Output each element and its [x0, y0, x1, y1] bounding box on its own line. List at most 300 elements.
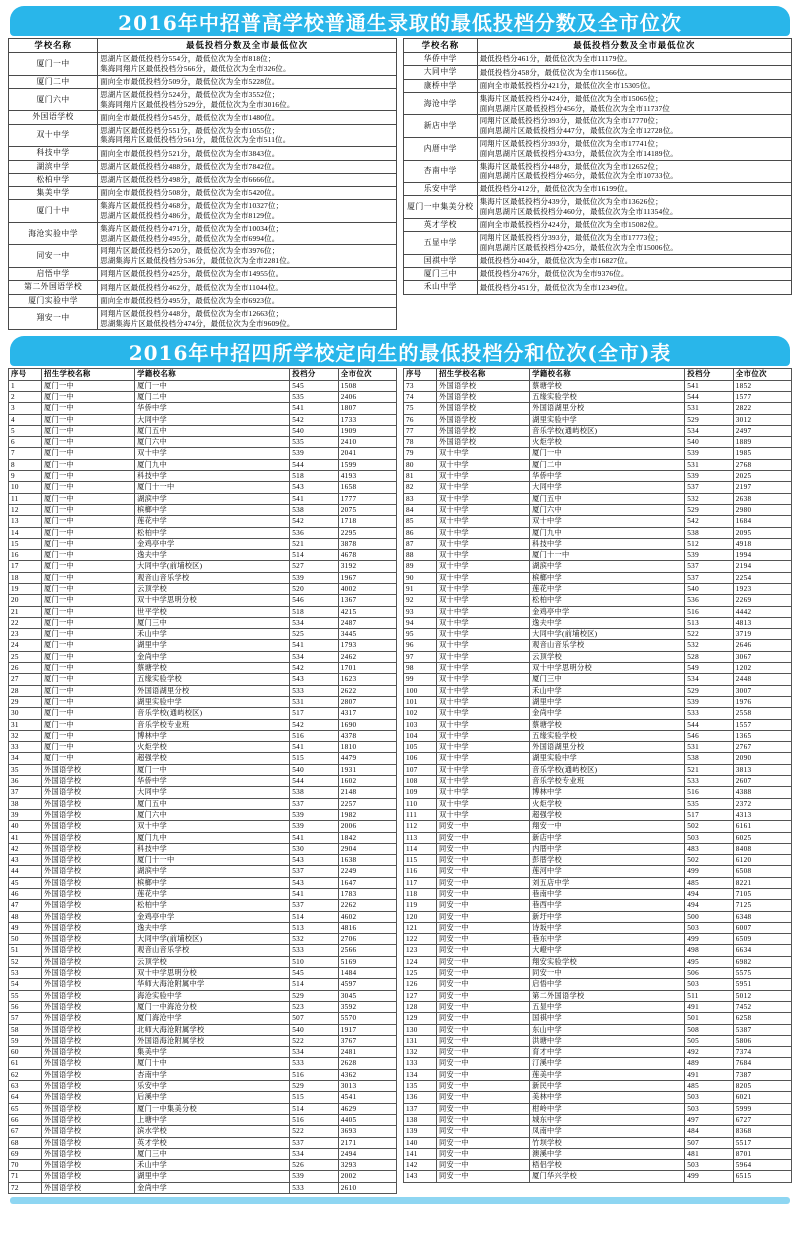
row-index-cell: 77: [404, 425, 437, 436]
table-row: [9, 1013, 397, 1024]
admission-score-cell: 542: [685, 516, 734, 527]
table-row: [9, 1148, 397, 1159]
registered-school-cell: 翔安实验学校: [530, 956, 685, 967]
table-row: [9, 124, 397, 147]
table-row: [9, 640, 397, 651]
table-row: [9, 787, 397, 798]
enrolling-school-cell: 双十中学: [436, 640, 529, 651]
admission-score-cell: 541: [290, 742, 339, 753]
city-rank-cell: 5964: [733, 1160, 791, 1171]
city-rank-cell: 1658: [338, 482, 396, 493]
enrolling-school-cell: 厦门一中: [41, 719, 134, 730]
row-index-cell: 74: [404, 391, 437, 402]
table-row: [404, 877, 792, 888]
row-index-cell: 85: [404, 516, 437, 527]
enrolling-school-cell: 厦门一中: [41, 414, 134, 425]
admission-score-cell: 521: [685, 764, 734, 775]
school-name-cell: 新店中学: [404, 115, 478, 138]
table-row: [404, 425, 792, 436]
table-row: [9, 448, 397, 459]
table-row: [9, 403, 397, 414]
row-index-cell: 28: [9, 685, 42, 696]
row-index-cell: 100: [404, 685, 437, 696]
score-detail-line: 面向思湖片区最低投档分447分，最低位次为全市12728位。: [479, 126, 678, 136]
row-index-cell: 114: [404, 843, 437, 854]
admission-score-cell: 541: [290, 832, 339, 843]
row-index-cell: 80: [404, 459, 437, 470]
row-index-cell: 52: [9, 956, 42, 967]
registered-school-cell: 湖滨中学: [135, 866, 290, 877]
table-row: [9, 934, 397, 945]
row-index-cell: 64: [9, 1092, 42, 1103]
registered-school-cell: 莲河中学: [530, 866, 685, 877]
admission-score-cell: 544: [290, 776, 339, 787]
registered-school-cell: 湖里实验中学: [530, 753, 685, 764]
admission-score-cell: 502: [685, 855, 734, 866]
city-rank-cell: 1647: [338, 877, 396, 888]
enrolling-school-cell: 双十中学: [436, 685, 529, 696]
admission-score-cell: 507: [685, 1137, 734, 1148]
city-rank-cell: 5951: [733, 979, 791, 990]
row-index-cell: 118: [404, 889, 437, 900]
admission-score-cell: 526: [290, 1160, 339, 1171]
row-index-cell: 131: [404, 1035, 437, 1046]
registered-school-cell: 东山中学: [530, 1024, 685, 1035]
city-rank-cell: 1508: [338, 380, 396, 391]
school-name-cell: 厦门实验中学: [9, 294, 98, 307]
table-row: [404, 990, 792, 1001]
table-row: [404, 403, 792, 414]
registered-school-cell: 五缘实验学校: [530, 391, 685, 402]
table-row: [404, 1001, 792, 1012]
row-index-cell: 39: [9, 809, 42, 820]
city-rank-cell: 7125: [733, 900, 791, 911]
city-rank-cell: 6258: [733, 1013, 791, 1024]
enrolling-school-cell: 厦门一中: [41, 437, 134, 448]
city-rank-cell: 3813: [733, 764, 791, 775]
enrolling-school-cell: 外国语学校: [41, 1126, 134, 1137]
city-rank-cell: 2257: [338, 798, 396, 809]
enrolling-school-cell: 外国语学校: [41, 764, 134, 775]
row-index-cell: 68: [9, 1137, 42, 1148]
registered-school-cell: 观音山音乐学校: [135, 572, 290, 583]
row-index-cell: 135: [404, 1081, 437, 1092]
registered-school-cell: 美林中学: [530, 1092, 685, 1103]
admission-score-cell: 499: [685, 934, 734, 945]
registered-school-cell: 松柏中学: [135, 527, 290, 538]
city-rank-cell: 2372: [733, 798, 791, 809]
row-index-cell: 40: [9, 821, 42, 832]
table-row: [9, 294, 397, 307]
registered-school-cell: 厦门二中: [135, 391, 290, 402]
admission-score-cell: 534: [685, 425, 734, 436]
table-row: [9, 471, 397, 482]
row-index-cell: 57: [9, 1013, 42, 1024]
table-row: [9, 753, 397, 764]
table-row: [9, 877, 397, 888]
table-row: [404, 414, 792, 425]
row-index-cell: 111: [404, 809, 437, 820]
registered-school-cell: 金尚中学: [135, 651, 290, 662]
registered-school-cell: 彭厝学校: [530, 855, 685, 866]
row-index-cell: 140: [404, 1137, 437, 1148]
row-index-cell: 134: [404, 1069, 437, 1080]
city-rank-cell: 3693: [338, 1126, 396, 1137]
registered-school-cell: 厦门九中: [135, 832, 290, 843]
row-index-cell: 32: [9, 730, 42, 741]
registered-school-cell: 火炬学校: [530, 798, 685, 809]
admission-score-cell: 485: [685, 1081, 734, 1092]
enrolling-school-cell: 厦门一中: [41, 482, 134, 493]
score-detail-line: 面向思湖片区最低投档分465分，最低位次为全市10733位。: [479, 171, 678, 181]
score-detail-line: 最低投档分476分，最低位次为全市9376位。: [479, 269, 629, 279]
section2-right-column: [403, 368, 792, 1194]
city-rank-cell: 2095: [733, 527, 791, 538]
score-detail-cell: [98, 160, 397, 173]
enrolling-school-cell: 同安一中: [436, 1114, 529, 1125]
registered-school-cell: 金尚中学: [530, 708, 685, 719]
section1-left-column: [8, 38, 397, 330]
registered-school-cell: 观音山音乐学校: [135, 945, 290, 956]
score-detail-cell: [98, 281, 397, 294]
row-index-cell: 36: [9, 776, 42, 787]
row-index-cell: 56: [9, 1001, 42, 1012]
table-row: [404, 832, 792, 843]
city-rank-cell: 2254: [733, 572, 791, 583]
admission-score-cell: 523: [290, 1001, 339, 1012]
enrolling-school-cell: 同安一中: [436, 832, 529, 843]
table-row: [9, 1137, 397, 1148]
city-rank-cell: 5999: [733, 1103, 791, 1114]
admission-score-cell: 535: [290, 391, 339, 402]
score-detail-cell: [98, 111, 397, 124]
registered-school-cell: 北师大海沧附属学校: [135, 1024, 290, 1035]
row-index-cell: 37: [9, 787, 42, 798]
row-index-cell: 104: [404, 730, 437, 741]
enrolling-school-cell: 外国语学校: [41, 945, 134, 956]
enrolling-school-cell: 厦门一中: [41, 561, 134, 572]
registered-school-cell: 厦门五中: [135, 425, 290, 436]
section2-left-column: [8, 368, 397, 1194]
enrolling-school-cell: 同安一中: [436, 1171, 529, 1182]
row-index-cell: 59: [9, 1035, 42, 1046]
row-index-cell: 53: [9, 968, 42, 979]
admission-score-cell: 518: [290, 471, 339, 482]
score-detail-line: 最低投档分458分，最低位次为全市11566位。: [479, 67, 633, 77]
row-index-cell: 129: [404, 1013, 437, 1024]
school-name-cell: 内厝中学: [404, 138, 478, 161]
table-row: [404, 1171, 792, 1182]
enrolling-school-cell: 厦门一中: [41, 527, 134, 538]
school-name-cell: 海沧实验中学: [9, 222, 98, 245]
admission-score-cell: 537: [290, 900, 339, 911]
table-row: [9, 674, 397, 685]
city-rank-cell: 4362: [338, 1069, 396, 1080]
registered-school-cell: 超强学校: [135, 753, 290, 764]
enrolling-school-cell: 外国语学校: [41, 922, 134, 933]
table-row: [9, 1058, 397, 1069]
table-row: [404, 1069, 792, 1080]
enrolling-school-cell: 厦门一中: [41, 730, 134, 741]
registered-school-cell: 金鸡亭中学: [530, 606, 685, 617]
admission-score-cell: 543: [290, 855, 339, 866]
row-index-cell: 105: [404, 742, 437, 753]
city-rank-cell: 1718: [338, 516, 396, 527]
enrolling-school-cell: 外国语学校: [41, 911, 134, 922]
admission-score-cell: 542: [290, 663, 339, 674]
registered-school-cell: 世平学校: [135, 606, 290, 617]
admission-score-cell: 534: [290, 1148, 339, 1159]
score-detail-cell: [98, 245, 397, 268]
city-rank-cell: 2406: [338, 391, 396, 402]
registered-school-cell: 蔡塘学校: [135, 663, 290, 674]
score-detail-cell: [98, 222, 397, 245]
row-index-cell: 109: [404, 787, 437, 798]
city-rank-cell: 4002: [338, 583, 396, 594]
directed-enrollment-table-right: [403, 368, 792, 1182]
city-rank-cell: 8408: [733, 843, 791, 854]
school-name-cell: 厦门一中: [9, 53, 98, 76]
city-rank-cell: 2481: [338, 1047, 396, 1058]
table-row: [404, 1024, 792, 1035]
enrolling-school-cell: 厦门一中: [41, 696, 134, 707]
row-index-cell: 14: [9, 527, 42, 538]
enrolling-school-cell: 外国语学校: [436, 380, 529, 391]
enrolling-school-cell: 厦门一中: [41, 708, 134, 719]
row-index-cell: 4: [9, 414, 42, 425]
table-row: [9, 855, 397, 866]
admission-score-cell: 537: [290, 866, 339, 877]
city-rank-cell: 2622: [338, 685, 396, 696]
table-row: [404, 504, 792, 515]
enrolling-school-cell: 双十中学: [436, 730, 529, 741]
row-index-cell: 115: [404, 855, 437, 866]
admission-score-cell: 546: [290, 595, 339, 606]
table-header-row: [9, 39, 397, 53]
enrolling-school-cell: 同安一中: [436, 1047, 529, 1058]
registered-school-cell: 大同中学(前埔校区): [530, 629, 685, 640]
admission-score-cell: 534: [685, 674, 734, 685]
registered-school-cell: 英才学校: [135, 1137, 290, 1148]
table-row: [404, 79, 792, 92]
registered-school-cell: 大同中学: [135, 787, 290, 798]
score-detail-line: 最低投档分461分，最低位次为全市11179位。: [479, 54, 632, 64]
city-rank-cell: 1684: [733, 516, 791, 527]
enrolling-school-cell: 外国语学校: [41, 956, 134, 967]
row-index-cell: 141: [404, 1148, 437, 1159]
enrolling-school-cell: 双十中学: [436, 719, 529, 730]
table-row: [404, 1058, 792, 1069]
registered-school-cell: 莲花中学: [135, 516, 290, 527]
city-rank-cell: 3878: [338, 538, 396, 549]
score-detail-line: 思湖片区最低投档分495分，最低位次为全市6994位。: [100, 233, 280, 243]
admission-score-cell: 518: [290, 606, 339, 617]
city-rank-cell: 4405: [338, 1114, 396, 1125]
city-rank-cell: 1557: [733, 719, 791, 730]
admission-score-cell: 543: [290, 877, 339, 888]
table-row: [9, 911, 397, 922]
table-row: [404, 516, 792, 527]
row-index-cell: 30: [9, 708, 42, 719]
city-rank-cell: 7452: [733, 1001, 791, 1012]
row-index-cell: 124: [404, 956, 437, 967]
registered-school-cell: 大同中学: [135, 414, 290, 425]
enrolling-school-cell: 厦门一中: [41, 516, 134, 527]
enrolling-school-cell: 外国语学校: [436, 437, 529, 448]
registered-school-cell: 音乐学校专业班: [135, 719, 290, 730]
enrolling-school-cell: 双十中学: [436, 493, 529, 504]
enrolling-school-cell: 厦门一中: [41, 629, 134, 640]
city-rank-cell: 8221: [733, 877, 791, 888]
city-rank-cell: 3767: [338, 1035, 396, 1046]
table-row: [9, 459, 397, 470]
row-index-cell: 26: [9, 663, 42, 674]
row-index-cell: 133: [404, 1058, 437, 1069]
admission-score-cell: 522: [290, 1035, 339, 1046]
enrolling-school-cell: 厦门一中: [41, 663, 134, 674]
city-rank-cell: 5806: [733, 1035, 791, 1046]
enrolling-school-cell: 同安一中: [436, 1024, 529, 1035]
registered-school-cell: 科技中学: [135, 471, 290, 482]
registered-school-cell: 双十中学思明分校: [135, 595, 290, 606]
enrolling-school-cell: 双十中学: [436, 561, 529, 572]
row-index-cell: 38: [9, 798, 42, 809]
row-index-cell: 99: [404, 674, 437, 685]
school-name-cell: 五显中学: [404, 232, 478, 255]
admission-score-cell: 533: [290, 685, 339, 696]
table-row: [9, 1114, 397, 1125]
registered-school-cell: 博林中学: [135, 730, 290, 741]
section2-banner: [10, 336, 790, 366]
enrolling-school-cell: 双十中学: [436, 787, 529, 798]
row-index-cell: 47: [9, 900, 42, 911]
column-header-school: 学校名称: [404, 39, 478, 53]
city-rank-cell: 6120: [733, 855, 791, 866]
city-rank-cell: 1733: [338, 414, 396, 425]
score-detail-cell: [477, 254, 791, 267]
table-row: [9, 1047, 397, 1058]
registered-school-cell: 科技中学: [530, 538, 685, 549]
enrolling-school-cell: 外国语学校: [41, 1001, 134, 1012]
city-rank-cell: 5012: [733, 990, 791, 1001]
row-index-cell: 27: [9, 674, 42, 685]
registered-school-cell: 音乐学校(通屿校区): [135, 708, 290, 719]
registered-school-cell: 双十中学思明分校: [135, 968, 290, 979]
enrolling-school-cell: 同安一中: [436, 911, 529, 922]
city-rank-cell: 3007: [733, 685, 791, 696]
score-detail-line: 面向思湖片区最低投档分433分，最低位次为全市14189位。: [479, 148, 678, 158]
admission-score-cell: 489: [685, 1058, 734, 1069]
admission-score-cell: 529: [290, 990, 339, 1001]
registered-school-cell: 莲美中学: [530, 1069, 685, 1080]
registered-school-cell: 大同中学(前埔校区): [135, 934, 290, 945]
table-row: [9, 866, 397, 877]
admission-score-cell: 525: [290, 629, 339, 640]
table-row: [9, 798, 397, 809]
enrolling-school-cell: 外国语学校: [436, 414, 529, 425]
admission-score-cell: 540: [685, 437, 734, 448]
column-header-0: 序号: [9, 369, 42, 380]
row-index-cell: 60: [9, 1047, 42, 1058]
admission-score-cell: 529: [685, 685, 734, 696]
registered-school-cell: 汀溪中学: [530, 1058, 685, 1069]
table-row: [404, 493, 792, 504]
registered-school-cell: 音乐学校(通屿校区): [530, 425, 685, 436]
table-row: [404, 254, 792, 267]
enrolling-school-cell: 双十中学: [436, 550, 529, 561]
column-header-school: 学校名称: [9, 39, 98, 53]
city-rank-cell: 3293: [338, 1160, 396, 1171]
enrolling-school-cell: 外国语学校: [41, 877, 134, 888]
registered-school-cell: 厦门十一中: [135, 482, 290, 493]
admission-score-cell: 536: [290, 527, 339, 538]
table-row: [404, 663, 792, 674]
city-rank-cell: 2904: [338, 843, 396, 854]
admission-score-cell: 529: [685, 414, 734, 425]
score-detail-line: 面向全市最低投档分508分，最低位次为全市5420位。: [100, 188, 280, 198]
registered-school-cell: 厦门一中: [135, 380, 290, 391]
city-rank-cell: 3192: [338, 561, 396, 572]
row-index-cell: 21: [9, 606, 42, 617]
registered-school-cell: 厦门十中: [135, 1058, 290, 1069]
enrolling-school-cell: 外国语学校: [436, 403, 529, 414]
table-row: [9, 88, 397, 111]
admission-score-cell: 531: [685, 459, 734, 470]
enrolling-school-cell: 厦门一中: [41, 391, 134, 402]
table-row: [404, 651, 792, 662]
enrolling-school-cell: 同安一中: [436, 866, 529, 877]
admission-score-cell: 539: [290, 809, 339, 820]
enrolling-school-cell: 厦门一中: [41, 448, 134, 459]
section1-tables: [8, 38, 792, 330]
table-row: [404, 1114, 792, 1125]
table-row: [404, 821, 792, 832]
admission-score-cell: 533: [290, 945, 339, 956]
score-detail-cell: [98, 53, 397, 76]
city-rank-cell: 1807: [338, 403, 396, 414]
city-rank-cell: 1701: [338, 663, 396, 674]
admission-score-cell: 541: [290, 403, 339, 414]
table-row: [404, 196, 792, 219]
table-row: [9, 111, 397, 124]
registered-school-cell: 巷西中学: [530, 900, 685, 911]
enrolling-school-cell: 双十中学: [436, 674, 529, 685]
row-index-cell: 96: [404, 640, 437, 651]
admission-score-cell: 516: [685, 606, 734, 617]
enrolling-school-cell: 厦门一中: [41, 403, 134, 414]
row-index-cell: 82: [404, 482, 437, 493]
admission-score-cell: 522: [290, 1126, 339, 1137]
admission-score-cell: 541: [290, 493, 339, 504]
registered-school-cell: 五缘实验学校: [135, 674, 290, 685]
page-root: [0, 6, 800, 1236]
table-row: [9, 832, 397, 843]
registered-school-cell: 内厝中学: [530, 843, 685, 854]
registered-school-cell: 柑岭中学: [530, 1103, 685, 1114]
score-detail-cell: [477, 183, 791, 196]
table-row: [9, 75, 397, 88]
table-row: [9, 629, 397, 640]
registered-school-cell: 松柏中学: [530, 595, 685, 606]
registered-school-cell: 巷东中学: [530, 934, 685, 945]
table-row: [404, 696, 792, 707]
row-index-cell: 88: [404, 550, 437, 561]
city-rank-cell: 6508: [733, 866, 791, 877]
enrolling-school-cell: 外国语学校: [41, 1081, 134, 1092]
city-rank-cell: 2090: [733, 753, 791, 764]
admission-score-cell: 531: [685, 742, 734, 753]
enrolling-school-cell: 双十中学: [436, 606, 529, 617]
